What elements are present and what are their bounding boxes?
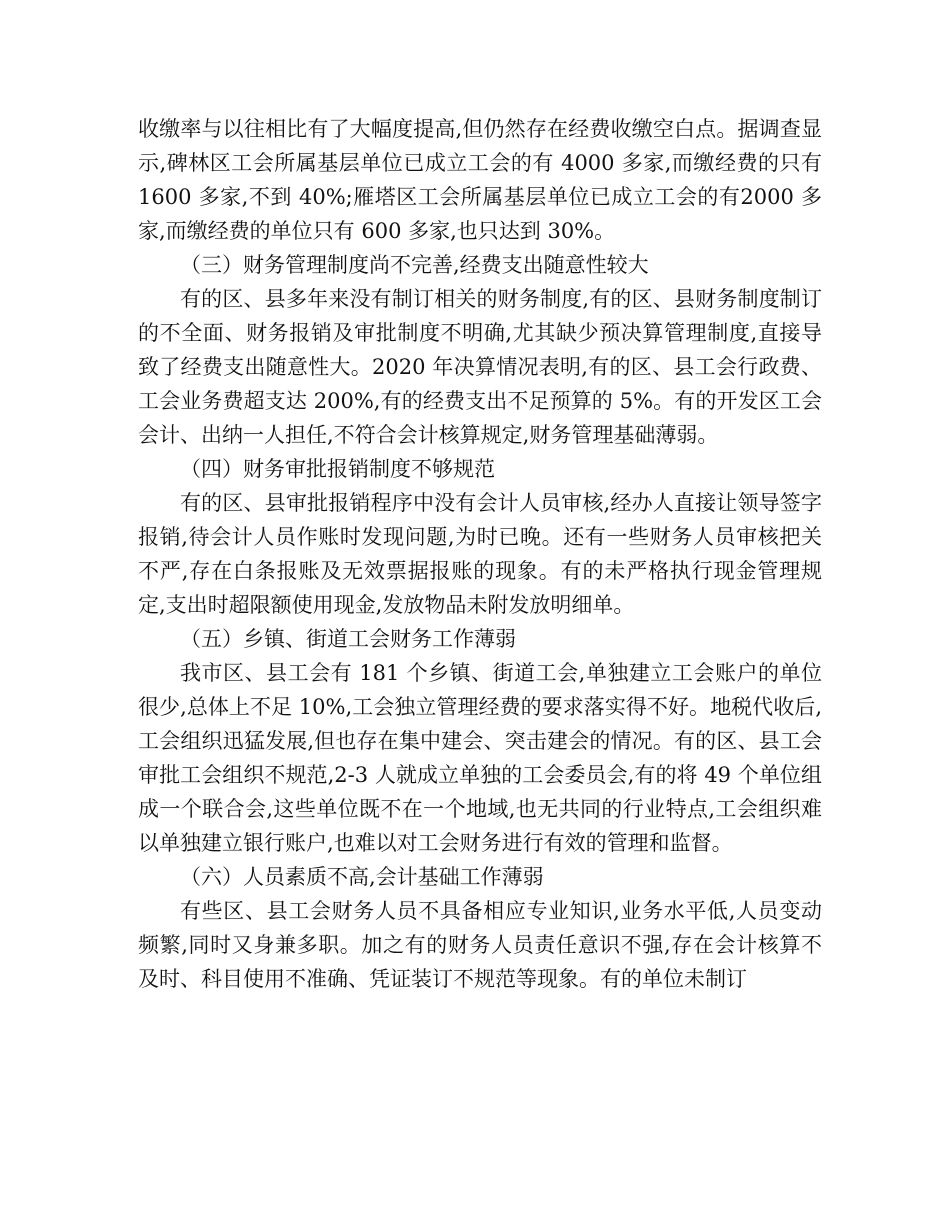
body-paragraph-1: 收缴率与以往相比有了大幅度提高,但仍然存在经费收缴空白点。据调查显示,碑林区工会所属基层单位已成立工会的有 4000 多家,而缴经费的只有 1600 多家,不到 40%;雁塔区工会所属基层单位已成立工会的有2000 多家,而缴经费的单位只有 600 多家,也只达到 30%。 xyxy=(138,117,822,243)
body-paragraph-2: 有的区、县多年来没有制订相关的财务制度,有的区、县财务制度制订的不全面、财务报销及审批制度不明确,尤其缺少预决算管理制度,直接导致了经费支出随意性大。2020 年决算情况表明,有的区、县工会行政费、工会业务费超支达 200%,有的经费支出不足预算的 5%。有的开发区工会会计、出纳一人担任,不符合会计核算规定,财务管理基础薄弱。 xyxy=(138,287,822,447)
body-paragraph-4: 我市区、县工会有 181 个乡镇、街道工会,单独建立工会账户的单位很少,总体上不足 10%,工会独立管理经费的要求落实得不好。地税代收后,工会组织迅猛发展,但也存在集中建会、突击建会的情况。有的区、县工会审批工会组织不规范,2-3 人就成立单独的工会委员会,有的将 49 个单位组成一个联合会,这些单位既不在一个地域,也无共同的行业特点,工会组织难以单独建立银行账户,也难以对工会财务进行有效的管理和监督。 xyxy=(138,661,822,855)
section-heading-6: （六）人员素质不高,会计基础工作薄弱 xyxy=(180,865,544,889)
body-paragraph-3: 有的区、县审批报销程序中没有会计人员审核,经办人直接让领导签字报销,待会计人员作账时发现问题,为时已晚。还有一些财务人员审核把关不严,存在白条报账及无效票据报账的现象。有的未严格执行现金管理规定,支出时超限额使用现金,发放物品未附发放明细单。 xyxy=(138,491,822,617)
section-heading-5: （五）乡镇、街道工会财务工作薄弱 xyxy=(180,627,516,651)
document-page xyxy=(138,112,822,996)
section-heading-3: （三）财务管理制度尚不完善,经费支出随意性较大 xyxy=(180,253,649,277)
body-paragraph-5: 有些区、县工会财务人员不具备相应专业知识,业务水平低,人员变动频繁,同时又身兼多职。加之有的财务人员责任意识不强,存在会计核算不及时、科目使用不准确、凭证装订不规范等现象。有的单位未制订 xyxy=(138,899,822,991)
section-heading-4: （四）财务审批报销制度不够规范 xyxy=(180,457,495,481)
